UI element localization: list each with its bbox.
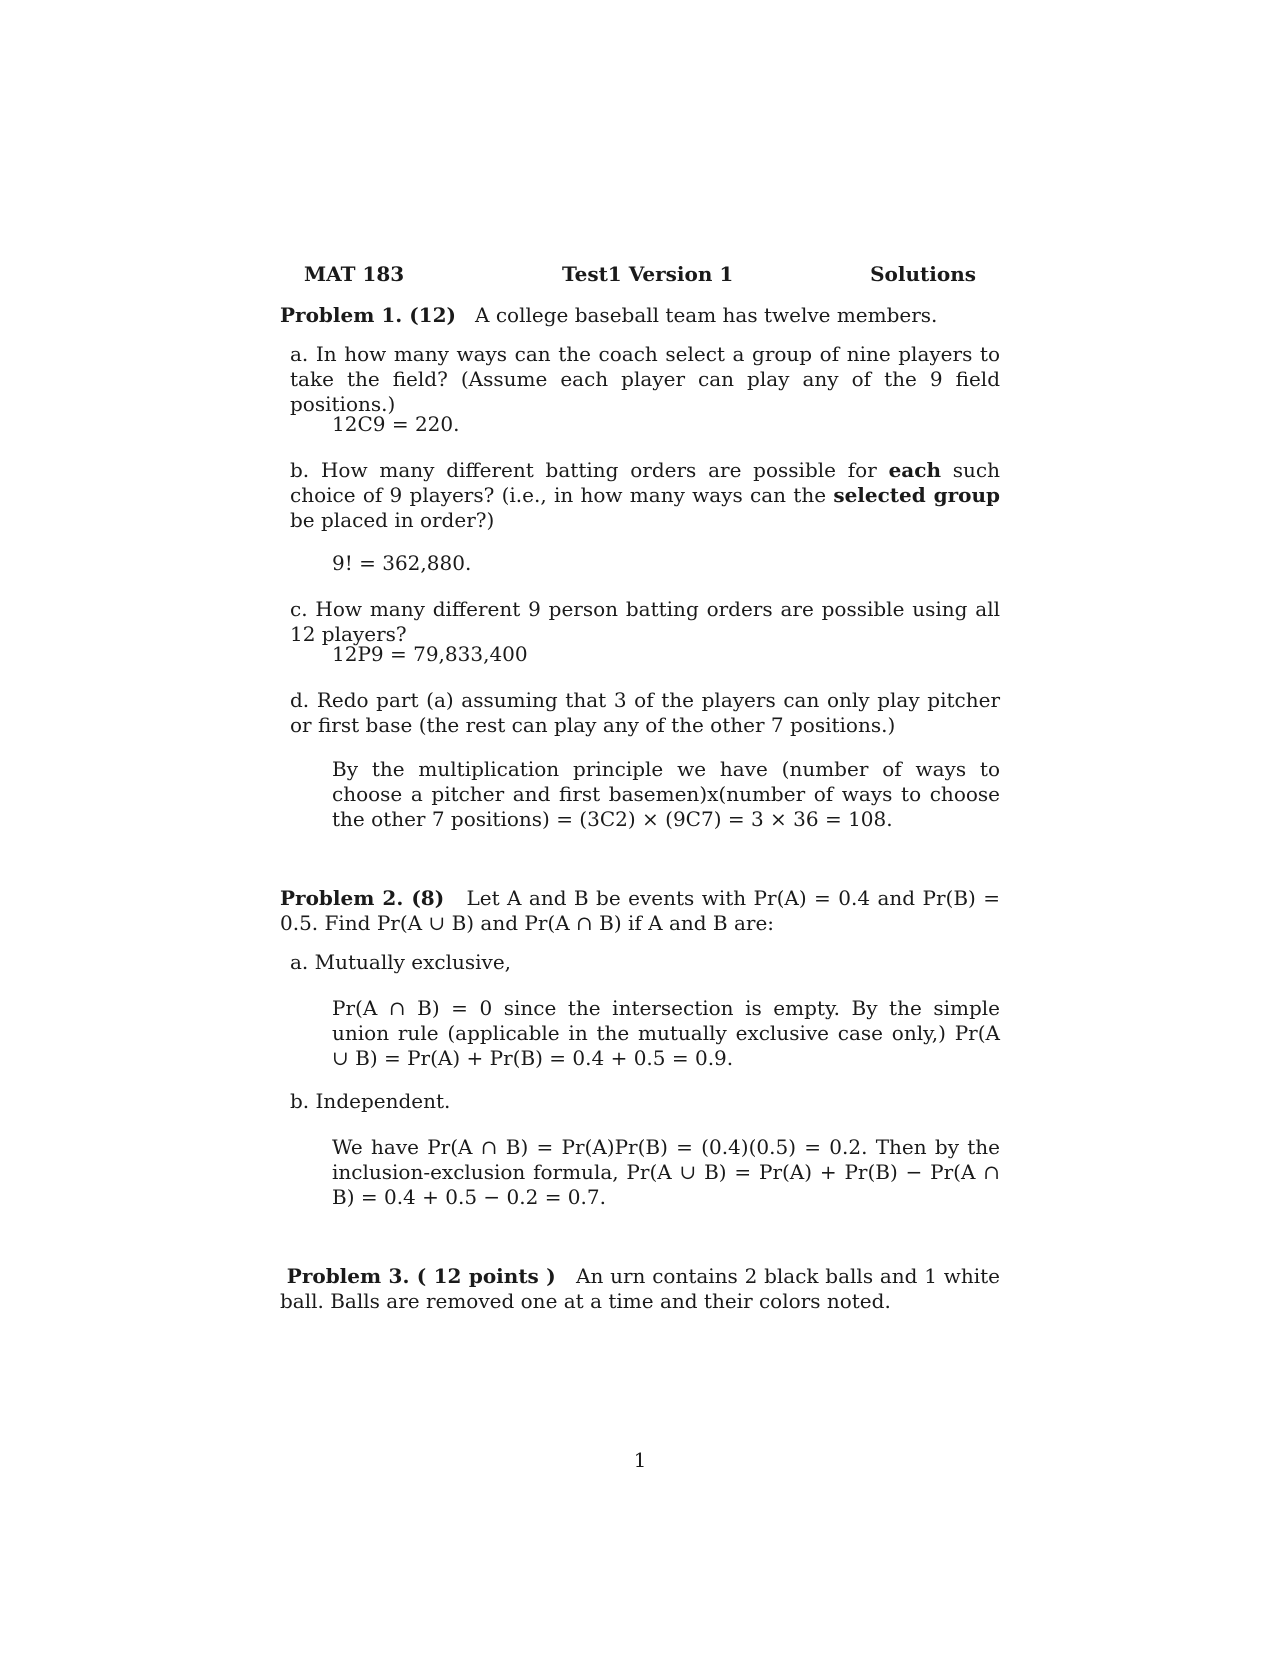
problem-1c-label: c. — [290, 597, 308, 621]
problem-1c-answer: 12P9 = 79,833,400 — [332, 642, 528, 666]
page-number: 1 — [633, 1448, 647, 1472]
problem-1c-text: How many different 9 person batting orders are possible using all 12 players? — [290, 597, 1000, 646]
problem-1c-question — [290, 597, 1000, 647]
problem-1a-label: a. — [290, 342, 309, 366]
problem-2-intro: Let A and B be events with Pr(A) = 0.4 and Pr(B) = 0.5. Find Pr(A ∪ B) and Pr(A ∩ B) if A and B are: — [280, 886, 1001, 935]
problem-2a-label: a. — [290, 950, 309, 974]
problem-1b-answer: 9! = 362,880. — [332, 551, 472, 575]
problem-1-title: Problem 1. (12) — [280, 303, 456, 327]
problem-1d-question — [290, 688, 1000, 738]
problem-1b-label: b. — [290, 458, 310, 482]
problem-1d-answer: By the multiplication principle we have (number of ways to choose a pitcher and first basemen)x(number of ways to choose the other 7 positions) = (3C2) × (9C7) = 3 × 36 = 108. — [332, 757, 1000, 831]
problem-2b-answer: We have Pr(A ∩ B) = Pr(A)Pr(B) = (0.4)(0.5) = 0.2. Then by the inclusion-exclusion formula, Pr(A ∪ B) = Pr(A) + Pr(B) − Pr(A ∩ B) = 0.4 + 0.5 − 0.2 = 0.7. — [332, 1135, 1000, 1209]
problem-2a-answer: Pr(A ∩ B) = 0 since the intersection is empty. By the simple union rule (applicable in the mutually exclusive case only,) Pr(A ∪ B) = Pr(A) + Pr(B) = 0.4 + 0.5 = 0.9. — [332, 996, 1000, 1070]
course-code: MAT 183 — [304, 262, 405, 286]
problem-1a-text: In how many ways can the coach select a group of nine players to take the field? (Assume each player can play any of the 9 field positions.) — [290, 342, 1000, 416]
problem-1-intro: A college baseball team has twelve members. — [475, 303, 938, 327]
problem-2b-question — [290, 1089, 1000, 1114]
problem-2b-label: b. — [290, 1089, 310, 1113]
problem-1b-text-1: How many different batting orders are possible for — [320, 458, 889, 482]
problem-2-title: Problem 2. (8) — [280, 886, 445, 910]
document-page — [280, 0, 1000, 1656]
problem-1-heading — [280, 303, 1000, 328]
problem-3-intro: An urn contains 2 black balls and 1 white ball. Balls are removed one at a time and their colors noted. — [280, 1264, 1001, 1313]
problem-1b-bold-each: each — [888, 458, 941, 482]
problem-1d-text: Redo part (a) assuming that 3 of the players can only play pitcher or first base (the rest can play any of the other 7 positions.) — [290, 688, 1001, 737]
problem-1b-question — [290, 458, 1000, 533]
test-title: Test1 Version 1 — [562, 262, 734, 286]
problem-1a-answer: 12C9 = 220. — [332, 412, 460, 436]
solutions-label: Solutions — [870, 262, 976, 286]
problem-2a-text: Mutually exclusive, — [314, 950, 512, 974]
problem-2a-question — [290, 950, 1000, 975]
problem-1b-bold-group: selected group — [833, 483, 1001, 507]
problem-3-title: Problem 3. ( 12 points ) — [286, 1264, 556, 1288]
problem-1d-label: d. — [290, 688, 310, 712]
problem-3-heading — [280, 1264, 1000, 1314]
problem-1b-text-2: such choice of 9 players? (i.e., in how many ways can the — [290, 458, 1000, 507]
problem-1a-question — [290, 342, 1000, 417]
problem-1b-text-3: be placed in order?) — [290, 508, 495, 532]
problem-2b-text: Independent. — [315, 1089, 451, 1113]
problem-2-heading — [280, 886, 1000, 936]
